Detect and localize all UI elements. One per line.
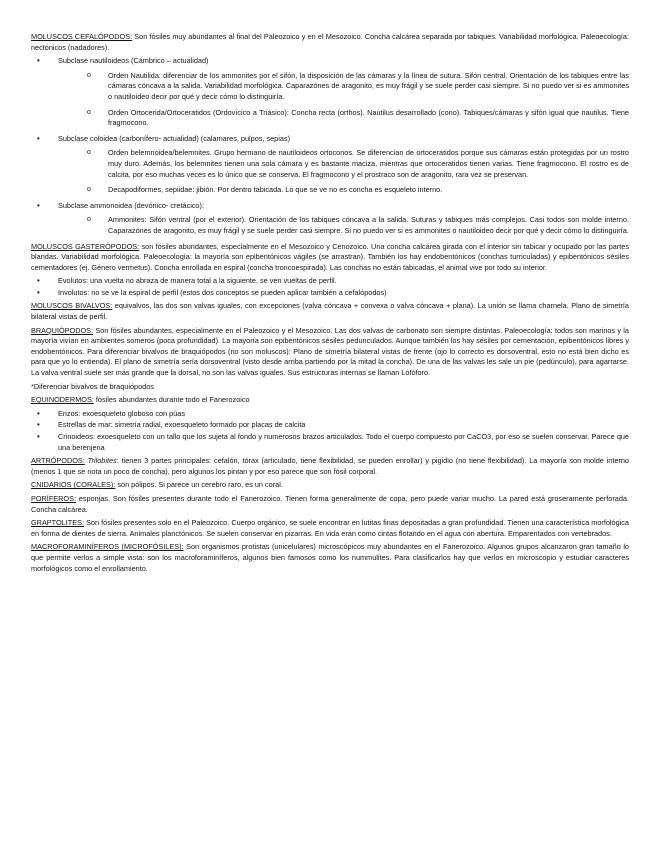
list-item: o Orden Nautilida: diferenciar de los ammonites por el sifón, la disposición de las cámaras y la línea de sutura. Sifón central. Orientación de los tabiques entre las cámaras cóncava a la salida. Variabilidad morfológica. Caparazónes de aragonito, es muy frágil y se suele perder casi siempre. Si no puedo ver si es ammonites o nautiloideo decir por qué y decir cómo lo distinguiría. [58,71,629,103]
section-text: son pólipos. Si parece un cerebro raro, es un coral. [115,480,283,490]
section-text: Son organismos protistas (unicelulares) microscópicos muy abundantes en el Fanerozoico. Algunos grupos alcanzaron gran tamaño lo que permite verlos a simple vista: son los macroforaminíferos, algunos bien famosos como los nummulites. Para clasificarlos hay que verlos en microscopio y estudiar caracteres morfológicos como el enrollamiento. [31,542,629,573]
section-heading: GRAPTOLITES: [31,518,84,528]
list-item: o Decapodiformes, sepiidae: jibión. Por dentro tabicada. Lo que se ve no es concha es esqueleto interno. [58,185,629,196]
section-text: equivalvos, las dos son valvas iguales, con excepciones (valva cóncava + convexa o valva cóncava + plana). La unión se llama charnela. Plano de simetría bilateral vistas de perfil. [31,301,629,322]
section-heading: PORÍFEROS: [31,493,77,503]
section-text: Son fósiles abundantes, especialmente en el Paleozoico y el Mesozoico. Las dos valvas de carbonato son siempre distintas. Paleoecología: todos son marinos y la mayoría vivían en ambientes someros (poca profundidad). La mayoría son epibentónicos sésiles pedunculados. Aunque también los hay sésiles por cementación, epibentónicos libres y endobentónicos. Para diferenciar bivalvos de braquiópodos (no son moluscos): Plano de simetría bilateral vistas de frente (ojo lo correcto es dorsoventral, esto no está bien dicho es para que yo lo entienda). El plano de simetría sería dorsoventral (visto desde arriba partiendo por la mitad la concha). De una de las valvas les sale un pie (pedúnculo), para agarrarse. La valva ventral suele ser más grande que la dorsal, no son las valvas iguales. Sus estructuras internas se llaman Lofóforo. [31,325,629,378]
paragraph [31,242,629,274]
list-item: • Erizos: exoesqueleto globoso con púas [31,409,629,420]
section-artropodos [31,456,629,477]
section-heading: CNIDARIOS (CORALES): [31,480,116,490]
section-poriferos [31,494,629,515]
list-item: o Orden Ortocerida/Ortoceratidos (Ordovícico a Triásico): Concha recta (orthos). Nautilus desarrollado (cono). Tabiques/cámaras y sifón igual que nautilus. Tiene fragmocono. [58,108,629,129]
section-heading: MOLUSCOS GASTERÓPODOS: [31,241,140,251]
list-item: o Ammonites: Sifón ventral (por el exterior). Orientación de los tabiques cóncava a la salida. Suturas y tabiques más complejos. Casi todos son molde interno. Caparazónes de aragonito, es muy frágil y se suele perder casi siempre. Si no puedo ver si es ammonites o nautiloideo decir por qué y decir cómo lo distinguiría. [58,215,629,236]
paragraph [31,395,629,406]
trilobites-term: Trilobites [87,456,117,466]
order-list [58,71,629,129]
section-heading: MOLUSCOS CEFALÓPODOS: [31,32,133,41]
list-item [31,56,629,129]
bullet-list [31,409,629,453]
list-item: • Estrellas de mar: simetría radial, exoesqueleto formado por placas de calcita [31,420,629,431]
section-text: Son fósiles muy abundantes al final del Paleozoico y en el Mesozoico. Concha calcárea separada por tabiques. Variabilidad morfológica. Paleoecología: nectónicos (nadadores). [31,32,630,52]
section-moluscos-bivalvos [31,301,629,322]
paragraph [31,32,629,53]
list-item: • Involutos: no se ve la espiral de perfil (estos dos conceptos se pueden aplicar también a cefalópodos) [31,288,629,299]
section-macroforaminiferos [31,542,629,574]
paragraph [31,326,629,379]
order-list [58,215,629,236]
section-heading: MACROFORAMINÍFEROS (MICROFÓSILES): [31,542,184,552]
note: *Diferenciar bivalvos de braquiópodos [31,381,154,391]
section-text: esponjas. Son fósiles presentes durante todo el Fanerozoico. Tienen forma generalmente de copa, pero puede variar mucho. La pared está groseramente perforada. Concha calcárea. [31,493,629,514]
section-text: : tienen 3 partes principales: cefalón, tórax (articulado, tiene flexibilidad, se pueden enrollar) y pigidio (no tiene flexibilidad). La mayoría son molde interno (menos 1 que se nota un poco de concha), pero algunos los pintan y por eso parece que son fósil corporal. [31,456,629,476]
list-item: • Evolutos: una vuelta no abraza de manera total a la siguiente, se ven vueltas de perfil. [31,276,629,287]
section-text: fósiles abundantes durante todo el Fanerozoico [93,395,250,405]
paragraph [31,542,629,574]
section-cnidarios [31,480,629,491]
paragraph [31,480,629,491]
section-heading: ARTRÓPODOS: [31,456,85,466]
section-moluscos-gasteropodos [31,242,629,299]
list-item: • Crinoideos: exoesqueleto con un tallo que los sujeta al fondo y numerosos brazos articulados. Todo el cuerpo compuesto por CaCO3, por eso se suelen conservar. Parece que una berenjena [31,432,629,453]
paragraph [31,518,629,539]
subclass-label: • Subclase nautiloideos (Cámbrico – actualidad) [58,56,209,66]
section-text: son fósiles abundantes, especialmente en el Mesozoico y Cenozoico. Una concha calcárea girada con el interior sin tabicar y ocupado por las partes blandas. Variabilidad morfológica. Paleoecología: la mayoría son epibentónicos vágiles (se arrastran). También los hay endobentónicos (conchas turriculadas) y epibentónicos sésiles cementadores (ej. Género vermetus). Concha enrollada en espiral (concha troncoespirada). Las conchas no están tabicadas, el animal vive por todo su interior. [31,241,629,272]
section-moluscos-cefalopodos [31,32,629,237]
list-item [31,134,629,196]
section-heading: EQUINODERMOS: [31,395,94,405]
bullet-list [31,276,629,298]
paragraph [31,301,629,322]
subclass-label: • Subclase coloidea (carbonífero- actualidad) (calamares, pulpos, sepias) [58,133,291,143]
subclass-list [31,56,629,236]
subclass-label: • Subclase ammonoidea (devónico- cretácico): [58,200,205,210]
order-list [58,148,629,195]
list-item: o Orden belemnoidea/belemnites. Grupo hermano de nautiloideos ortoconos. Se diferencian de ortoceratidos porque sus cámaras están protegidas por un rostro muy duro. Además, los belemnites tienen una sola cámara y es bastante maciza, mientras que ortoceratidos tienen varias. Tiene fragmocono. El rostro es de calcita, por eso muchas veces es lo único que se conserva. El fragmocono y el prostraco son de aragonito, rara vez se preservan. [58,148,629,180]
list-item [31,201,629,237]
section-heading: BRAQUIÓPODOS: [31,325,94,335]
section-text: Son fósiles presentes solo en el Paleozoico. Cuerpo orgánico, se suele encontrar en lutitas finas depositadas a gran profundidad. Tienen una característica morfológica en forma de dientes de sierra. Animales planctónicos. Se suelen conservar en pizarras. En vida eran como cintas flotando en el agua con abertura. Emparentados con vertebrados. [31,518,629,538]
paragraph [31,494,629,515]
section-heading: MOLUSCOS BIVALVOS: [31,301,113,311]
section-graptolites [31,518,629,539]
paragraph [31,456,629,477]
section-braquiopodos [31,326,629,393]
section-equinodermos [31,395,629,453]
